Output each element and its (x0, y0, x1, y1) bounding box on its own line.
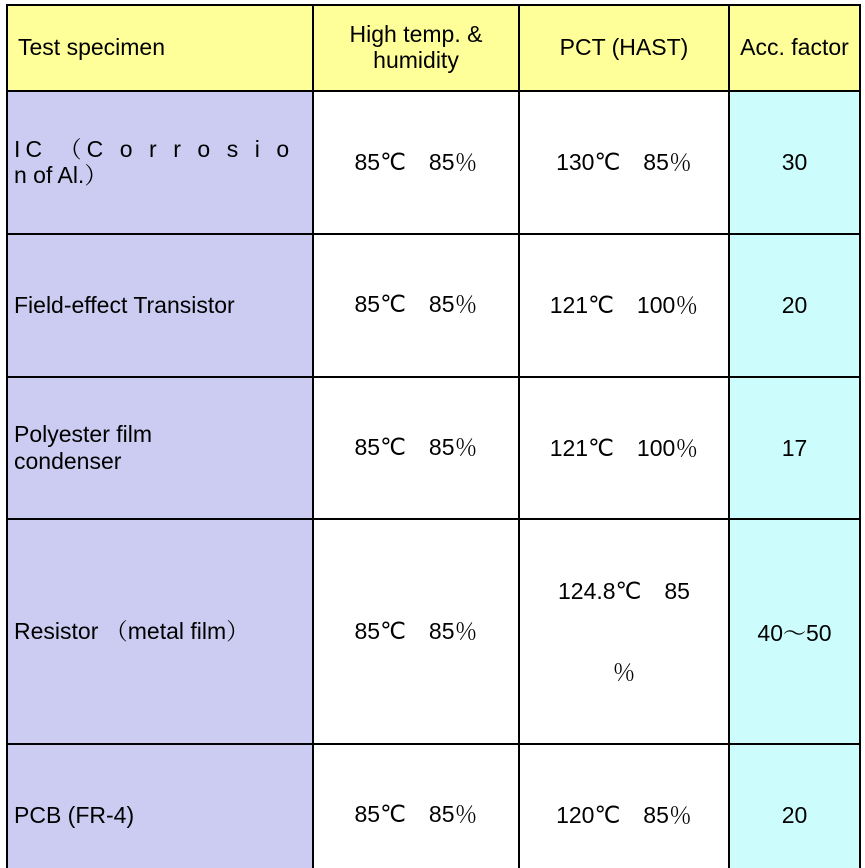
cell-acc-factor: 30 (729, 91, 860, 234)
table-row (7, 377, 860, 520)
cell-high-temp-humidity: 85℃ 85％ (313, 91, 519, 234)
cell-high-temp-humidity: 85℃ 85％ (313, 744, 519, 868)
cell-high-temp-humidity: 85℃ 85％ (313, 234, 519, 377)
table-header (7, 5, 860, 91)
cell-specimen (7, 519, 313, 743)
header-high-temp-humidity: High temp. & humidity (313, 5, 519, 91)
table-row (7, 519, 860, 743)
table-row (7, 234, 860, 377)
specimen-line-1: PCB (FR-4) (14, 801, 135, 828)
cell-high-temp-humidity: 85℃ 85％ (313, 377, 519, 520)
cell-pct (519, 519, 729, 743)
pct-line-1: 121℃ 100％ (549, 434, 699, 461)
cell-specimen (7, 234, 313, 377)
specimen-line-1: Polyester film (14, 421, 153, 448)
header-acc-factor: Acc. factor (729, 5, 860, 91)
cell-specimen (7, 744, 313, 868)
specimen-line-1: Resistor （metal film） (14, 618, 250, 645)
cell-acc-factor: 20 (729, 234, 860, 377)
cell-acc-factor: 17 (729, 377, 860, 520)
header-pct-hast: PCT (HAST) (519, 5, 729, 91)
specimen-line-2: condenser (14, 448, 122, 475)
pct-line-2: ％ (612, 659, 636, 686)
table-row (7, 91, 860, 234)
cell-pct (519, 91, 729, 234)
specimen-line-1: Field-effect Transistor (14, 291, 235, 318)
pct-line-1: 130℃ 85％ (556, 149, 692, 176)
accelerated-factor-table (6, 4, 861, 868)
specimen-line-2: n of Al.） (14, 162, 108, 189)
cell-specimen (7, 377, 313, 520)
cell-specimen (7, 91, 313, 234)
pct-line-1: 124.8℃ 85 (558, 577, 690, 604)
table-body (7, 91, 860, 868)
cell-pct (519, 377, 729, 520)
header-row (7, 5, 860, 91)
cell-acc-factor: 20 (729, 744, 860, 868)
pct-line-1: 120℃ 85％ (556, 802, 692, 829)
pct-line-1: 121℃ 100％ (549, 292, 699, 318)
cell-pct (519, 234, 729, 377)
table-row (7, 744, 860, 868)
cell-pct (519, 744, 729, 868)
cell-high-temp-humidity: 85℃ 85％ (313, 519, 519, 743)
specimen-line-1: IC （C o r r o s i o (14, 135, 295, 162)
cell-acc-factor: 40〜50 (729, 519, 860, 743)
header-test-specimen: Test specimen (7, 5, 313, 91)
